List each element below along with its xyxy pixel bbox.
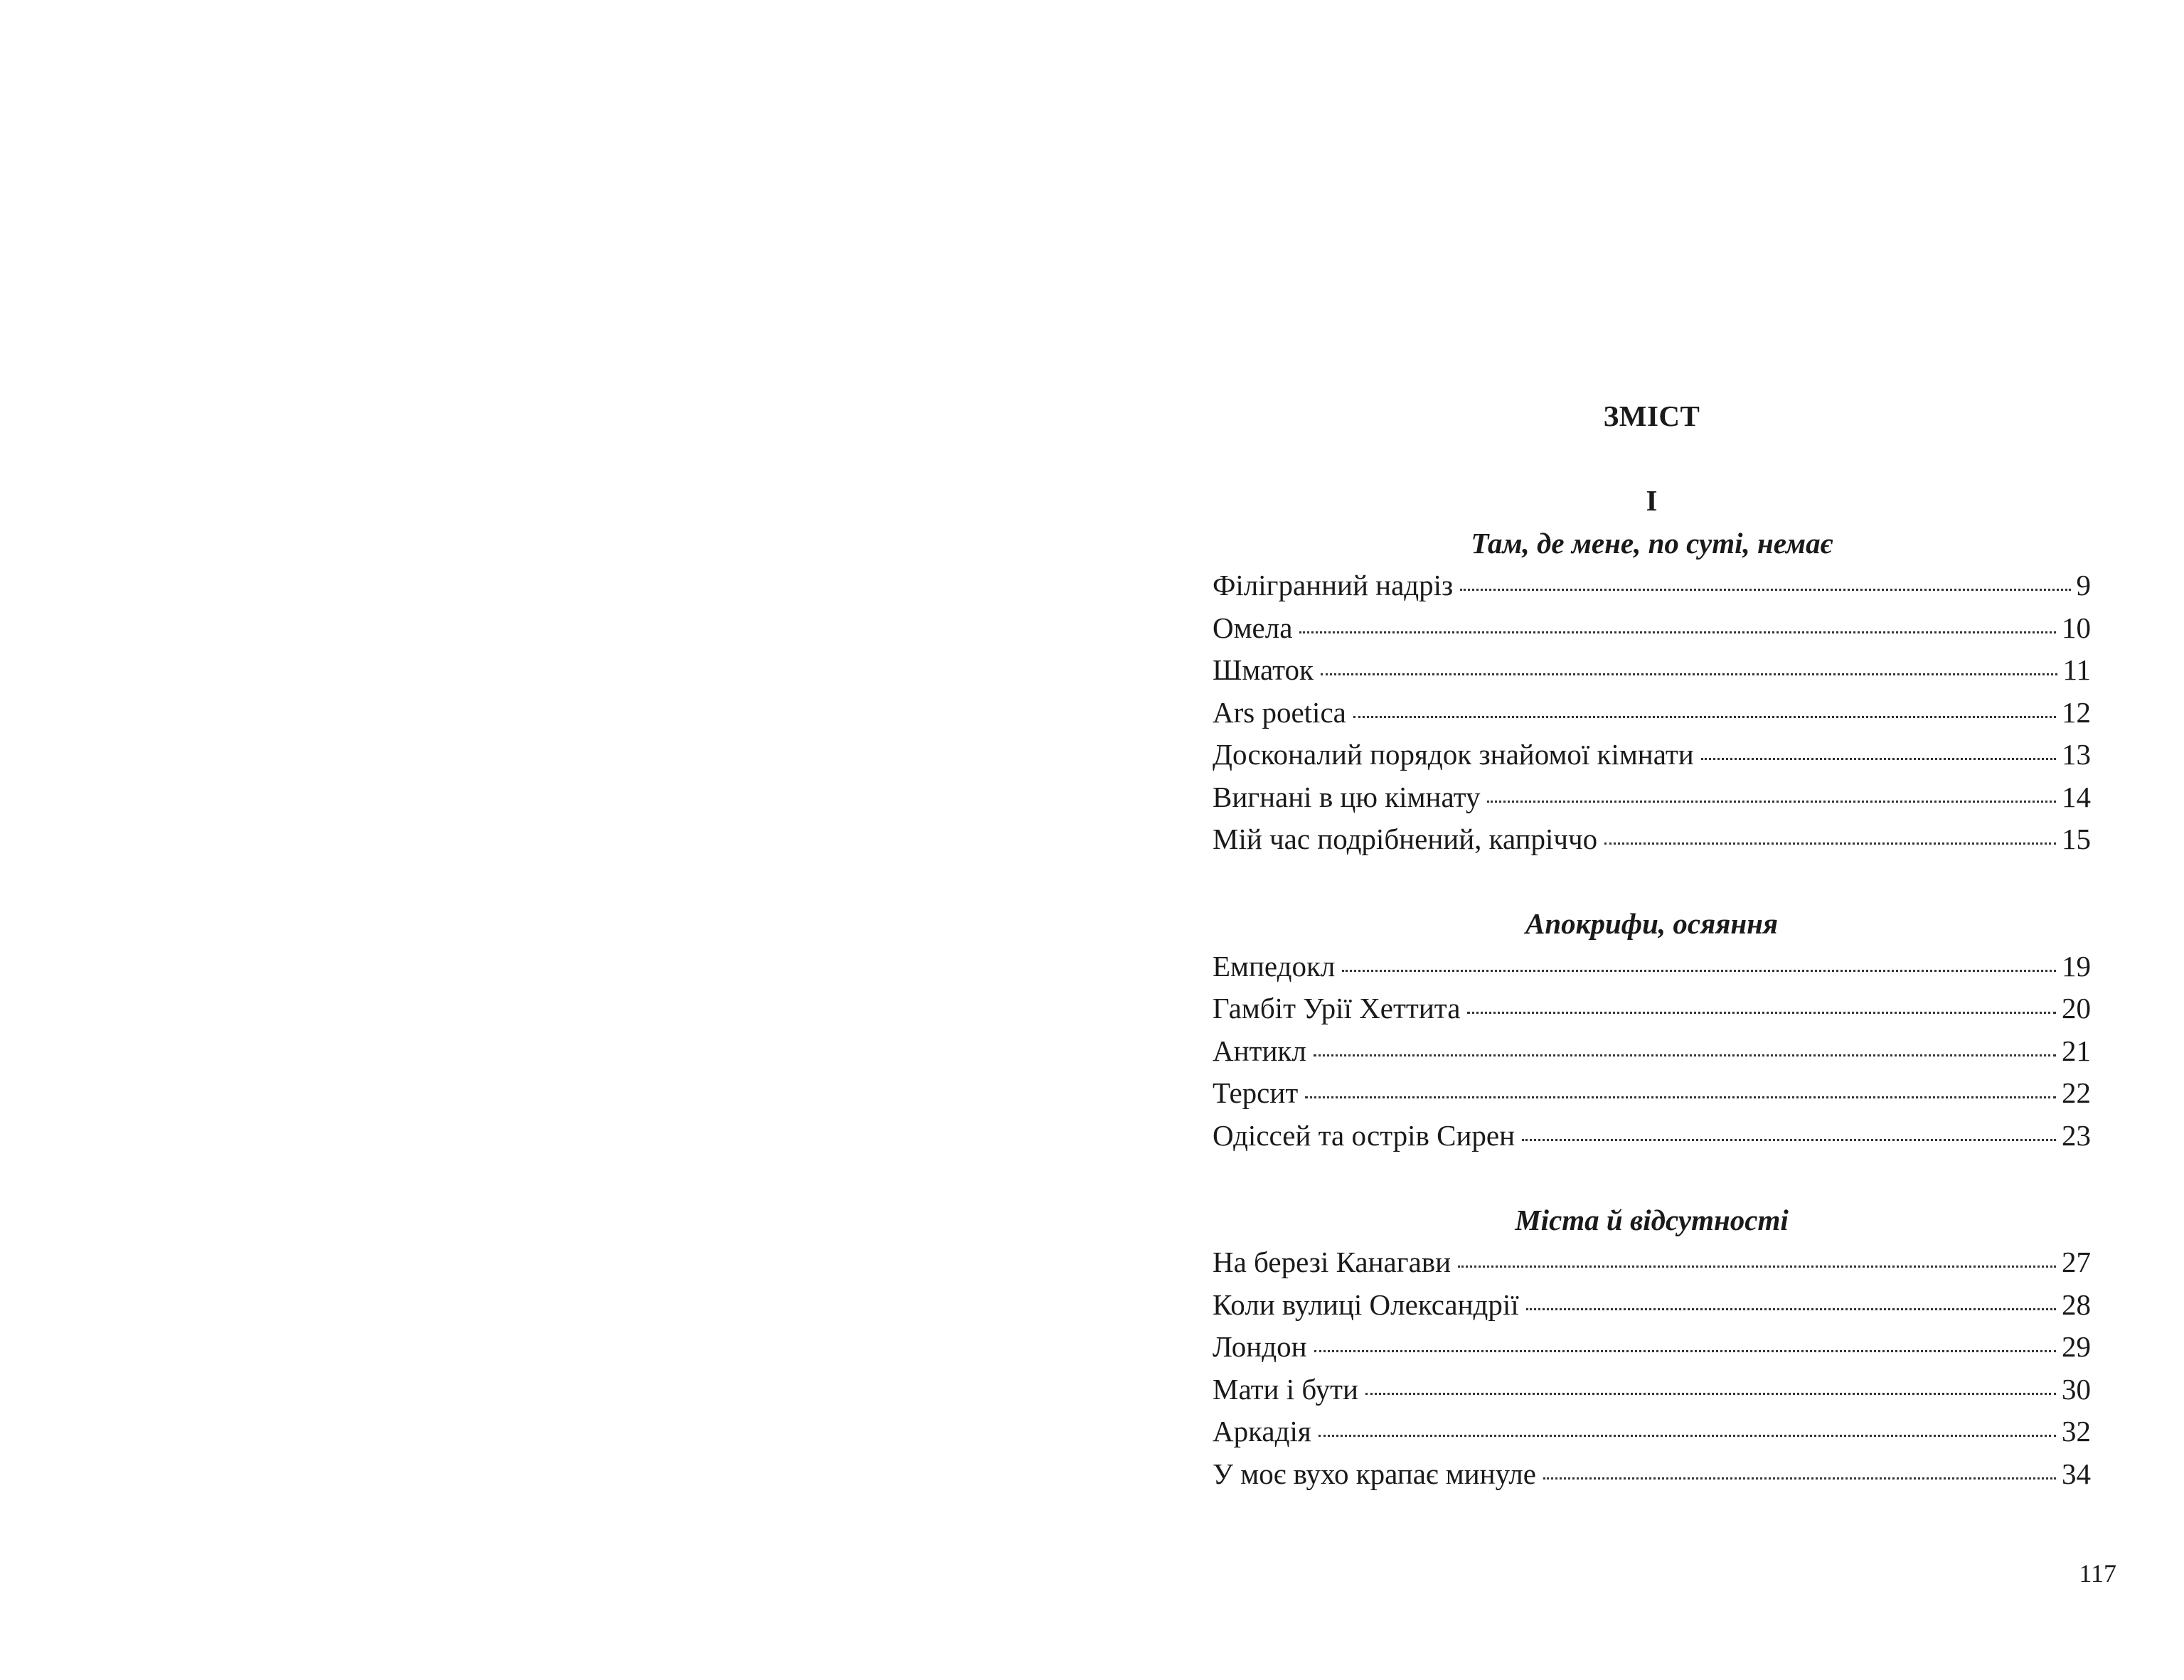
toc-entry-title: У моє вухо крапає минуле xyxy=(1213,1457,1536,1490)
leader-dots xyxy=(1526,1308,2056,1310)
leader-dots xyxy=(1487,801,2056,803)
page-number: 117 xyxy=(2079,1559,2116,1588)
toc-title: ЗМІСТ xyxy=(1603,400,1700,432)
toc-entry-title: Коли вулиці Олександрії xyxy=(1213,1288,1519,1321)
toc-entry[interactable] xyxy=(1213,1326,2091,1369)
leader-dots xyxy=(1314,1350,2056,1352)
toc-entry-page: 20 xyxy=(2062,992,2091,1024)
leader-dots xyxy=(1604,842,2056,845)
leader-dots xyxy=(1314,1054,2056,1056)
toc-entry-page: 28 xyxy=(2062,1288,2091,1321)
toc-entry[interactable] xyxy=(1213,1411,2091,1453)
toc-entry[interactable] xyxy=(1213,607,2091,650)
toc-entry-title: Ars poetica xyxy=(1213,695,1346,729)
right-page xyxy=(1092,0,2184,1680)
toc-entry-title: Омела xyxy=(1213,611,1293,644)
toc-entry-title: Антикл xyxy=(1213,1034,1306,1067)
leader-dots xyxy=(1365,1393,2056,1395)
toc-entry[interactable] xyxy=(1213,946,2091,988)
toc-entry-title: Емпедокл xyxy=(1213,949,1336,983)
leader-dots xyxy=(1522,1139,2056,1141)
toc-entry-page: 34 xyxy=(2062,1457,2091,1490)
leader-dots xyxy=(1701,758,2056,760)
section-heading: Там, де мене, по суті, немає xyxy=(1471,526,1833,560)
leader-dots xyxy=(1342,970,2056,972)
toc-entry[interactable] xyxy=(1213,1115,2091,1157)
toc-entry-page: 9 xyxy=(2076,569,2091,601)
toc-entry-title: Філігранний надріз xyxy=(1213,569,1454,601)
toc-entry-page: 14 xyxy=(2062,780,2091,813)
toc-entry-page: 23 xyxy=(2062,1118,2091,1152)
toc-entry-title: Досконалий порядок знайомої кімнати xyxy=(1213,738,1694,771)
section-heading: Міста й відсутності xyxy=(1515,1203,1789,1236)
toc-entry-title: Вигнані в цю кімнату xyxy=(1213,780,1481,813)
leader-dots xyxy=(1321,673,2057,675)
toc-entry-page: 29 xyxy=(2062,1330,2091,1363)
leader-dots xyxy=(1543,1477,2056,1480)
toc-entry-page: 27 xyxy=(2062,1246,2091,1278)
toc-entry[interactable] xyxy=(1213,692,2091,734)
section-number: I xyxy=(1646,484,1658,517)
toc-entry[interactable] xyxy=(1213,649,2091,692)
toc-entry[interactable] xyxy=(1213,1030,2091,1073)
toc-entry-title: Терсит xyxy=(1213,1076,1299,1109)
table-of-contents xyxy=(1213,395,2091,1495)
toc-entry-page: 12 xyxy=(2062,695,2091,729)
toc-entry-page: 30 xyxy=(2062,1372,2091,1406)
toc-entry[interactable] xyxy=(1213,1241,2091,1284)
toc-entry-page: 32 xyxy=(2062,1415,2091,1448)
toc-entry[interactable] xyxy=(1213,1369,2091,1411)
toc-entry-title: Аркадія xyxy=(1213,1415,1311,1448)
toc-entry-title: Мати і бути xyxy=(1213,1372,1358,1406)
toc-entry[interactable] xyxy=(1213,1453,2091,1496)
leader-dots xyxy=(1299,631,2056,633)
leader-dots xyxy=(1353,716,2056,718)
toc-entry-title: Шматок xyxy=(1213,653,1314,686)
leader-dots xyxy=(1467,1012,2056,1014)
toc-entry[interactable] xyxy=(1213,734,2091,776)
leader-dots xyxy=(1319,1435,2056,1437)
toc-entry-page: 21 xyxy=(2062,1034,2091,1067)
toc-entry-page: 13 xyxy=(2062,738,2091,771)
toc-entry-title: На березі Канагави xyxy=(1213,1246,1451,1278)
leader-dots xyxy=(1460,589,2070,591)
toc-entry[interactable] xyxy=(1213,1284,2091,1327)
toc-entry-title: Мій час подрібнений, капріччо xyxy=(1213,823,1598,855)
toc-entry-page: 10 xyxy=(2062,611,2091,644)
toc-entry-title: Лондон xyxy=(1213,1330,1307,1363)
toc-entry[interactable] xyxy=(1213,565,2091,607)
toc-entry-page: 11 xyxy=(2062,653,2091,686)
toc-entry[interactable] xyxy=(1213,988,2091,1030)
toc-entry-page: 19 xyxy=(2062,949,2091,983)
toc-entry-page: 15 xyxy=(2062,823,2091,855)
toc-entry[interactable] xyxy=(1213,818,2091,861)
leader-dots xyxy=(1458,1266,2056,1268)
section-heading: Апокрифи, осяяння xyxy=(1525,907,1778,940)
toc-entry-title: Одіссей та острів Сирен xyxy=(1213,1118,1516,1152)
toc-entry[interactable] xyxy=(1213,1072,2091,1115)
leader-dots xyxy=(1305,1096,2056,1098)
toc-entry-title: Гамбіт Урії Хеттита xyxy=(1213,992,1461,1024)
toc-entry[interactable] xyxy=(1213,776,2091,819)
toc-entry-page: 22 xyxy=(2062,1076,2091,1109)
